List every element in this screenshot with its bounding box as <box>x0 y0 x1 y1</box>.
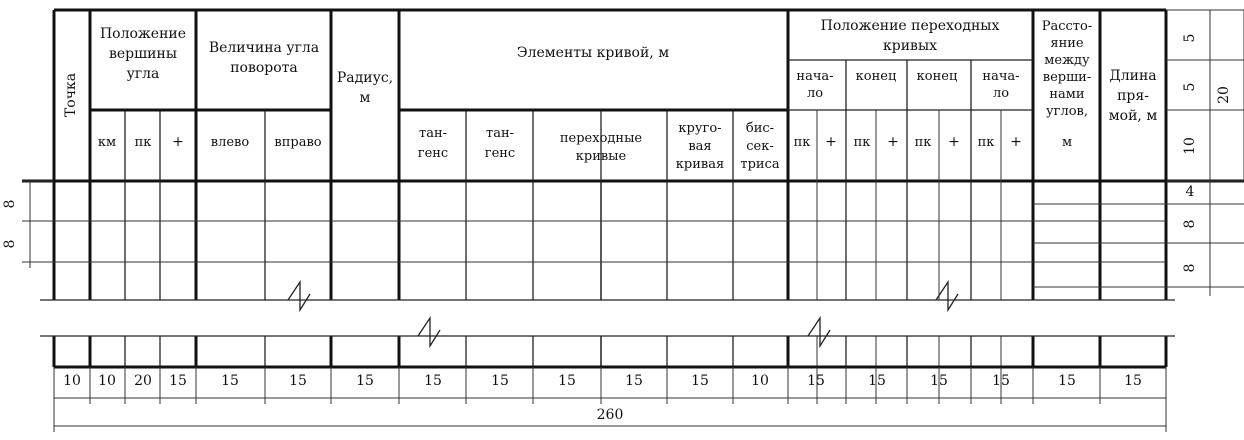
header-transition-curves-2: кривые <box>575 149 627 164</box>
width-label: 15 <box>221 373 239 389</box>
header-turn-angle-2: поворота <box>230 60 298 76</box>
header-distance-3: между <box>1044 53 1090 68</box>
header-distance-1: Рассто- <box>1041 19 1093 34</box>
header-bisector-2: сек- <box>746 139 774 154</box>
header-pk-5: пк <box>977 135 995 150</box>
header-plus-5: + <box>1010 134 1022 150</box>
header-vertex-position-3: угла <box>126 66 160 82</box>
header-tangent-1b: генс <box>417 146 449 161</box>
right-dim-label: 8 <box>1182 263 1198 273</box>
header-plus-1: + <box>172 134 184 150</box>
header-km: км <box>97 135 117 150</box>
width-label: 15 <box>1058 373 1076 389</box>
header-plus-4: + <box>948 134 960 150</box>
right-dim-label: 4 <box>1185 184 1195 200</box>
header-pk-4: пк <box>914 135 932 150</box>
header-transition-position-2: кривых <box>883 38 937 54</box>
header-end-1: конец <box>855 69 897 84</box>
width-label: 10 <box>63 373 81 389</box>
left-dim-label: 8 <box>2 239 18 249</box>
right-dim-label: 5 <box>1182 82 1198 92</box>
width-label: 15 <box>807 373 825 389</box>
width-label: 20 <box>134 373 152 389</box>
break-mark <box>418 318 440 346</box>
header-plus-3: + <box>887 134 899 150</box>
right-dim-label: 5 <box>1182 33 1198 43</box>
break-mark <box>808 318 830 346</box>
header-tangent-2b: генс <box>484 146 516 161</box>
header-circular-1: круго- <box>678 121 722 136</box>
width-label: 15 <box>491 373 509 389</box>
header-texts <box>63 18 1157 172</box>
header-distance-2: яние <box>1050 36 1084 51</box>
header-radius-2: м <box>359 90 371 106</box>
break-mark <box>288 282 310 310</box>
header-curve-elements: Элементы кривой, м <box>516 45 670 61</box>
header-distance-5: нами <box>1049 87 1085 102</box>
left-dim-label: 8 <box>2 199 18 209</box>
header-plus-2: + <box>825 134 837 150</box>
width-label: 15 <box>169 373 187 389</box>
header-line-length-1: Длина <box>1109 68 1157 84</box>
width-label: 15 <box>1124 373 1142 389</box>
width-label: 10 <box>98 373 116 389</box>
header-end-2: конец <box>916 69 958 84</box>
width-label: 15 <box>625 373 643 389</box>
header-left: влево <box>210 135 250 150</box>
header-point: Точка <box>63 72 79 118</box>
header-transition-position-1: Положение переходных <box>820 18 1000 34</box>
right-dim-label: 20 <box>1216 86 1232 104</box>
width-label: 15 <box>868 373 886 389</box>
header-turn-angle-1: Величина угла <box>208 40 320 56</box>
header-circular-3: кривая <box>675 157 725 172</box>
width-label: 15 <box>289 373 307 389</box>
header-distance-4: верши- <box>1042 70 1092 85</box>
header-line-length-2: пря- <box>1117 88 1149 104</box>
header-circular-2: вая <box>688 139 712 154</box>
right-dim-label: 10 <box>1182 137 1198 155</box>
right-dim-label: 8 <box>1182 219 1198 229</box>
header-bisector-1: бис- <box>745 121 775 136</box>
header-start-1a: нача- <box>796 69 834 84</box>
width-label: 15 <box>930 373 948 389</box>
header-vertex-position-1: Положение <box>99 26 187 42</box>
header-right: вправо <box>274 135 322 150</box>
header-distance-6: углов, <box>1046 104 1088 119</box>
header-start-2a: нача- <box>982 69 1020 84</box>
header-start-1b: ло <box>806 86 824 101</box>
width-label: 15 <box>424 373 442 389</box>
total-width-label: 260 <box>596 407 624 423</box>
header-pk-1: пк <box>134 135 152 150</box>
left-dimension-labels <box>2 200 18 249</box>
header-distance-7: м <box>1061 135 1073 150</box>
width-label: 15 <box>992 373 1010 389</box>
width-label: 10 <box>751 373 769 389</box>
header-pk-3: пк <box>853 135 871 150</box>
right-dimension-labels <box>1182 34 1232 273</box>
width-label: 15 <box>558 373 576 389</box>
header-pk-2: пк <box>793 135 811 150</box>
header-radius-1: Радиус, <box>336 70 394 86</box>
width-label: 15 <box>691 373 709 389</box>
header-tangent-1a: тан- <box>419 126 447 141</box>
width-label: 15 <box>356 373 374 389</box>
header-transition-curves-1: переходные <box>559 131 643 146</box>
header-vertex-position-2: вершины <box>109 46 177 62</box>
header-start-2b: ло <box>992 86 1010 101</box>
header-line-length-3: мой, м <box>1108 108 1158 124</box>
header-tangent-2a: тан- <box>486 126 514 141</box>
header-bisector-3: триса <box>740 157 780 172</box>
